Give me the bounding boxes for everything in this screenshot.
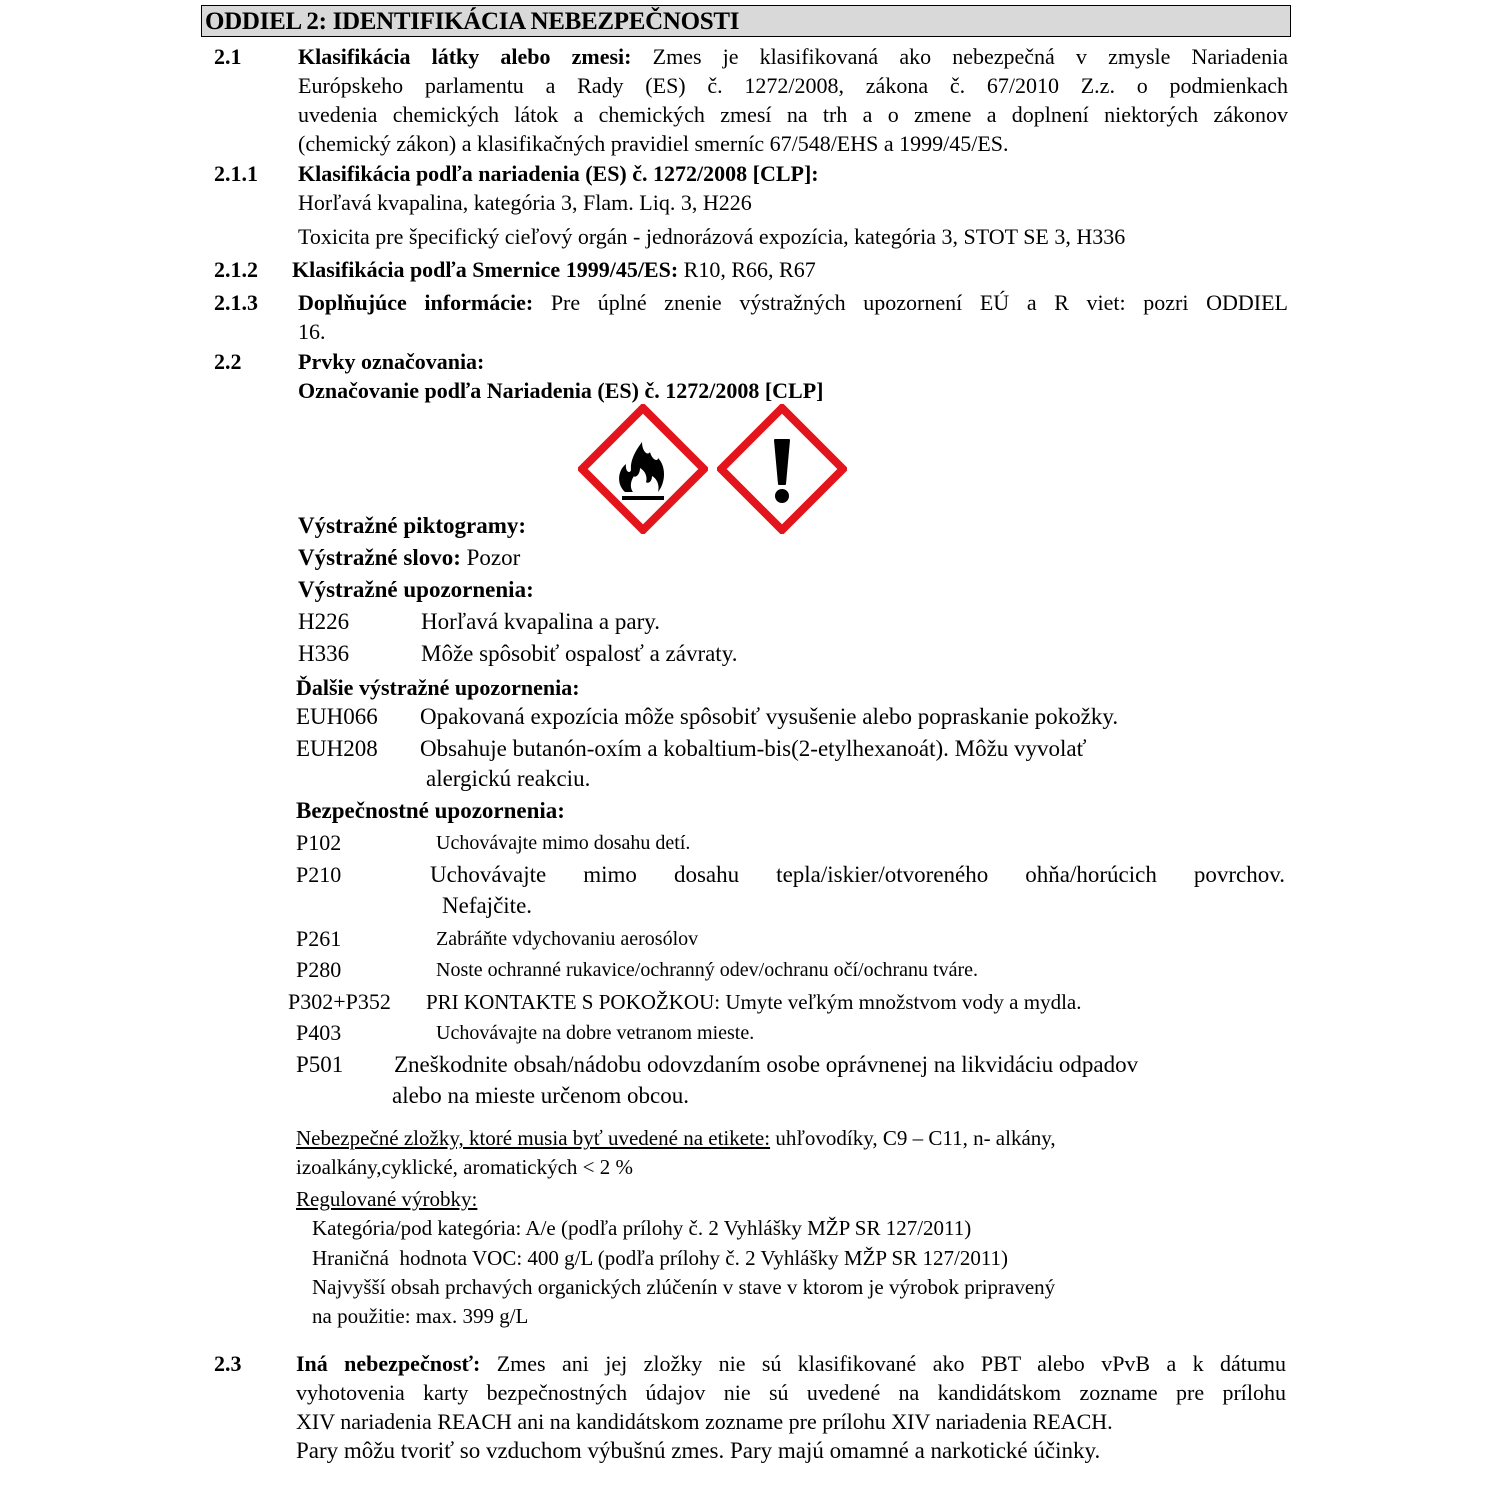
regulated-item: Najvyšší obsah prchavých organických zlúčenín v stave v ktorom je výrobok pripravený bbox=[312, 1275, 1056, 1299]
extra-hazard-code: EUH208 bbox=[296, 736, 378, 761]
section-2-1-3-line bbox=[298, 290, 1288, 316]
hazard-statements-label: Výstražné upozornenia: bbox=[298, 577, 534, 602]
precaution-text: Zneškodnite obsah/nádobu odovzdaním osobe oprávnenej na likvidáciu odpadov bbox=[394, 1052, 1139, 1077]
pictograms-label: Výstražné piktogramy: bbox=[298, 513, 527, 538]
dangerous-components-text: uhľovodíky, C9 – C11, n- alkány, bbox=[775, 1126, 1056, 1150]
precaution-code: P403 bbox=[296, 1020, 342, 1045]
section-2-3-line-4: Pary môžu tvoriť so vzduchom výbušnú zmes. Pary majú omamné a narkotické účinky. bbox=[296, 1438, 1101, 1463]
precaution-code: P210 bbox=[296, 862, 342, 887]
regulated-item: Kategória/pod kategória: A/e (podľa prílohy č. 2 Vyhlášky MŽP SR 127/2011) bbox=[312, 1216, 972, 1240]
regulated-products-label: Regulované výrobky: bbox=[296, 1187, 478, 1211]
precaution-text: Noste ochranné rukavice/ochranný odev/ochranu očí/ochranu tváre. bbox=[436, 959, 978, 981]
dangerous-components-label: Nebezpečné zložky, ktoré musia byť uvedené na etikete: bbox=[296, 1126, 771, 1150]
section-2-3-line-1 bbox=[296, 1351, 1286, 1377]
section-number-2-1: 2.1 bbox=[214, 44, 242, 69]
extra-hazard-text: Opakovaná expozícia môže spôsobiť vysušenie alebo popraskanie pokožky. bbox=[420, 704, 1119, 729]
precaution-code: P302+P352 bbox=[288, 989, 391, 1014]
section-2-1-1-label: Klasifikácia podľa nariadenia (ES) č. 1272/2008 [CLP]: bbox=[298, 161, 819, 186]
section-number-2-1-1: 2.1.1 bbox=[214, 161, 258, 186]
signal-word-label: Výstražné slovo: bbox=[298, 545, 461, 570]
classification-item: Horľavá kvapalina, kategória 3, Flam. Liq. 3, H226 bbox=[298, 190, 752, 215]
section-2-1-text: Zmes je klasifikovaná ako nebezpečná v zmysle Nariadenia bbox=[652, 44, 1289, 69]
extra-hazard-code: EUH066 bbox=[296, 704, 378, 729]
precaution-text-2: alebo na mieste určenom obcou. bbox=[392, 1083, 689, 1108]
precautionary-label: Bezpečnostné upozornenia: bbox=[296, 798, 565, 823]
section-2-1-3-text-2: 16. bbox=[298, 319, 326, 344]
section-2-1-line-2: Európskeho parlamentu a Rady (ES) č. 1272/2008, zákona č. 67/2010 Z.z. o podmienkach bbox=[298, 73, 1288, 98]
section-2-3-line-3: XIV nariadenia REACH ani na kandidátskom zozname pre prílohu XIV nariadenia REACH. bbox=[296, 1409, 1113, 1434]
precaution-code: P280 bbox=[296, 957, 342, 982]
section-header bbox=[201, 5, 1291, 37]
precaution-text: Uchovávajte mimo dosahu tepla/iskier/otvoreného ohňa/horúcich povrchov. bbox=[430, 862, 1285, 887]
precaution-text: Uchovávajte na dobre vetranom mieste. bbox=[436, 1022, 755, 1044]
precaution-text: Uchovávajte mimo dosahu detí. bbox=[436, 832, 691, 854]
precaution-text-2: Nefajčite. bbox=[442, 893, 533, 918]
precaution-text: Zabráňte vdychovaniu aerosólov bbox=[436, 928, 699, 950]
hazard-text: Horľavá kvapalina a pary. bbox=[421, 609, 661, 634]
section-2-3-label: Iná nebezpečnosť: bbox=[296, 1351, 481, 1376]
section-2-1-3-text: Pre úplné znenie výstražných upozornení EÚ a R viet: pozri ODDIEL bbox=[550, 290, 1288, 315]
section-2-3-text: Zmes ani jej zložky nie sú klasifikované ako PBT alebo vPvB a k dátumu bbox=[496, 1351, 1286, 1376]
precaution-text: PRI KONTAKTE S POKOŽKOU: Umyte veľkým množstvom vody a mydla. bbox=[426, 990, 1082, 1014]
dangerous-components-line bbox=[296, 1126, 1056, 1151]
section-2-1-2-text: R10, R66, R67 bbox=[683, 257, 816, 282]
precaution-code: P501 bbox=[296, 1052, 344, 1077]
hazard-code: H226 bbox=[298, 609, 350, 634]
section-number-2-2: 2.2 bbox=[214, 349, 242, 374]
exclamation-pictogram-icon bbox=[717, 404, 847, 534]
dangerous-components-text-2: izoalkány,cyklické, aromatických < 2 % bbox=[296, 1155, 634, 1179]
section-2-1-line-3: uvedenia chemických látok a chemických zmesí na trh a o zmene a doplnení niektorých zákonov bbox=[298, 102, 1288, 127]
extra-hazard-text-2: alergickú reakciu. bbox=[426, 766, 591, 791]
signal-word: Pozor bbox=[466, 545, 521, 570]
section-2-1-2-line bbox=[292, 257, 816, 283]
section-2-2-label: Prvky označovania: bbox=[298, 349, 485, 374]
section-2-1-line-1 bbox=[298, 44, 1288, 70]
regulated-item: na použitie: max. 399 g/L bbox=[312, 1304, 529, 1328]
section-2-1-line-4: (chemický zákon) a klasifikačných pravidiel smerníc 67/548/EHS a 1999/45/ES. bbox=[298, 131, 1009, 156]
flame-pictogram-icon bbox=[578, 404, 708, 534]
extra-hazard-text: Obsahuje butanón-oxím a kobaltium-bis(2-etylhexanoát). Môžu vyvolať bbox=[420, 736, 1087, 761]
section-2-3-line-2: vyhotovenia karty bezpečnostných údajov nie sú uvedené na kandidátskom zozname pre prílohu bbox=[296, 1380, 1286, 1405]
section-2-1-3-label: Doplňujúce informácie: bbox=[298, 290, 534, 315]
section-number-2-1-2: 2.1.2 bbox=[214, 257, 258, 282]
section-2-1-label: Klasifikácia látky alebo zmesi: bbox=[298, 44, 632, 69]
hazard-text: Môže spôsobiť ospalosť a závraty. bbox=[421, 641, 738, 666]
classification-item: Toxicita pre špecifický cieľový orgán - jednorázová expozícia, kategória 3, STOT SE 3, H336 bbox=[298, 224, 1126, 249]
regulated-item: Hraničná hodnota VOC: 400 g/L (podľa prílohy č. 2 Vyhlášky MŽP SR 127/2011) bbox=[312, 1246, 1009, 1270]
section-number-2-1-3: 2.1.3 bbox=[214, 290, 258, 315]
section-number-2-3: 2.3 bbox=[214, 1351, 242, 1376]
precaution-code: P261 bbox=[296, 926, 342, 951]
precaution-code: P102 bbox=[296, 830, 342, 855]
hazard-code: H336 bbox=[298, 641, 350, 666]
extra-hazards-label: Ďalšie výstražné upozornenia: bbox=[296, 675, 580, 700]
signal-word-line bbox=[298, 545, 520, 571]
section-2-2-sublabel: Označovanie podľa Nariadenia (ES) č. 1272/2008 [CLP] bbox=[298, 378, 824, 403]
section-title: ODDIEL 2: IDENTIFIKÁCIA NEBEZPEČNOSTI bbox=[205, 8, 740, 35]
section-2-1-2-label: Klasifikácia podľa Smernice 1999/45/ES: bbox=[292, 257, 679, 282]
